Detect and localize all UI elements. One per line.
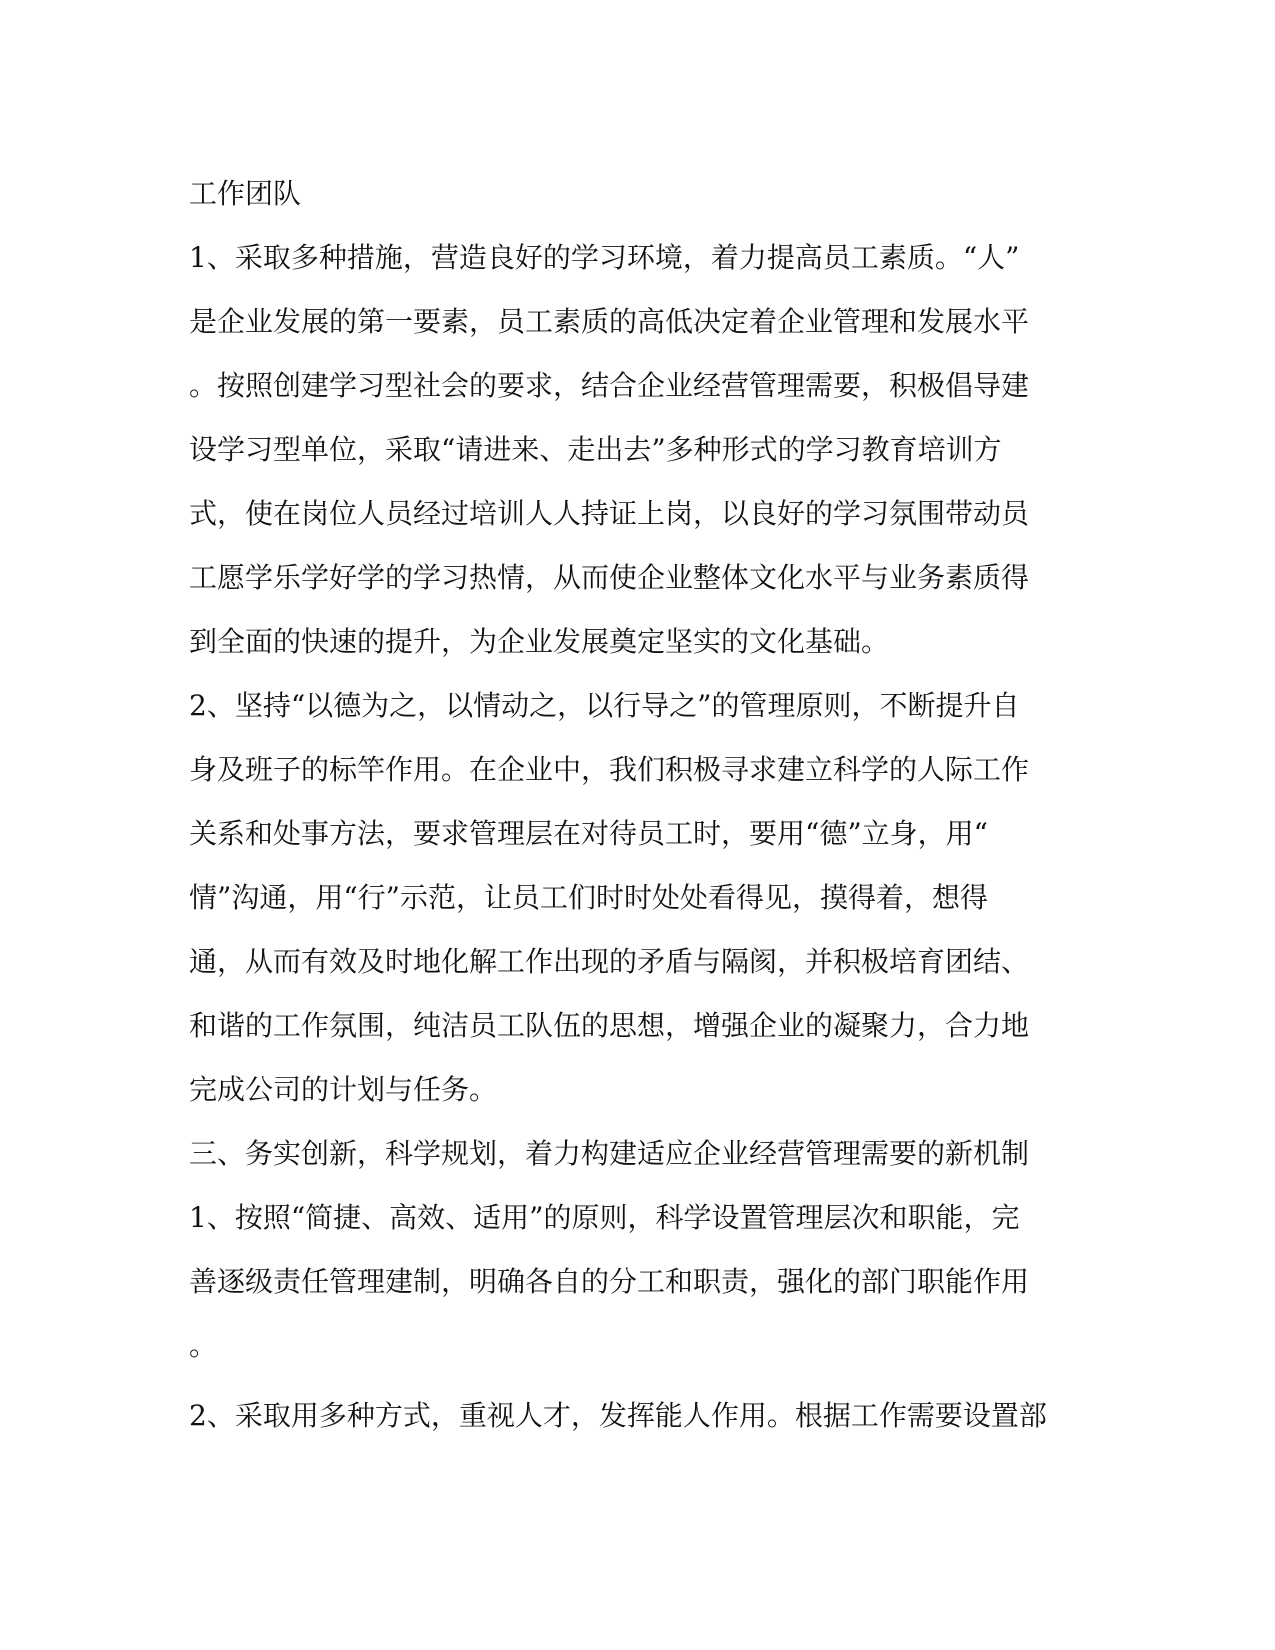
paragraph-1-line: 是企业发展的第一要素，员工素质的高低决定着企业管理和发展水平 [189,305,1030,338]
paragraph-2-line: 关系和处事方法，要求管理层在对待员工时，要用“德”立身，用“ [189,817,988,850]
paragraph-1-line: 工愿学乐学好学的学习热情，从而使企业整体文化水平与业务素质得 [189,561,1030,594]
paragraph-1-line: 式，使在岗位人员经过培训人人持证上岗，以良好的学习氛围带动员 [189,497,1030,530]
paragraph-4-line: 2、采取用多种方式，重视人才，发挥能人作用。根据工作需要设置部 [189,1399,1047,1432]
paragraph-1-line: 。按照创建学习型社会的要求，结合企业经营管理需要，积极倡导建 [189,369,1030,402]
paragraph-2-line: 和谐的工作氛围，纯洁员工队伍的思想，增强企业的凝聚力，合力地 [189,1009,1030,1042]
paragraph-1-line: 到全面的快速的提升，为企业发展奠定坚实的文化基础。 [189,625,890,658]
paragraph-1-line: 设学习型单位，采取“请进来、走出去”多种形式的学习教育培训方 [189,433,1002,466]
document-body [189,162,1089,1448]
section-heading-three: 三、务实创新，科学规划，着力构建适应企业经营管理需要的新机制 [189,1137,1030,1170]
paragraph-3-line: 善逐级责任管理建制，明确各自的分工和职责，强化的部门职能作用 [189,1265,1030,1298]
paragraph-3-line: 。 [189,1329,218,1362]
paragraph-2-line: 完成公司的计划与任务。 [189,1073,498,1106]
paragraph-2-line: 2、坚持“以德为之，以情动之，以行导之”的管理原则，不断提升自 [189,689,1020,722]
paragraph-1-line: 1、采取多种措施，营造良好的学习环境，着力提高员工素质。“人” [189,241,1020,274]
paragraph-2-line: 身及班子的标竿作用。在企业中，我们积极寻求建立科学的人际工作 [189,753,1030,786]
paragraph-2-line: 通，从而有效及时地化解工作出现的矛盾与隔阂，并积极培育团结、 [189,945,1030,978]
paragraph-2-line: 情”沟通，用“行”示范，让员工们时时处处看得见，摸得着，想得 [189,881,988,914]
paragraph-3-line: 1、按照“简捷、高效、适用”的原则，科学设置管理层次和职能，完 [189,1201,1020,1234]
section-heading-work-team: 工作团队 [189,177,302,210]
